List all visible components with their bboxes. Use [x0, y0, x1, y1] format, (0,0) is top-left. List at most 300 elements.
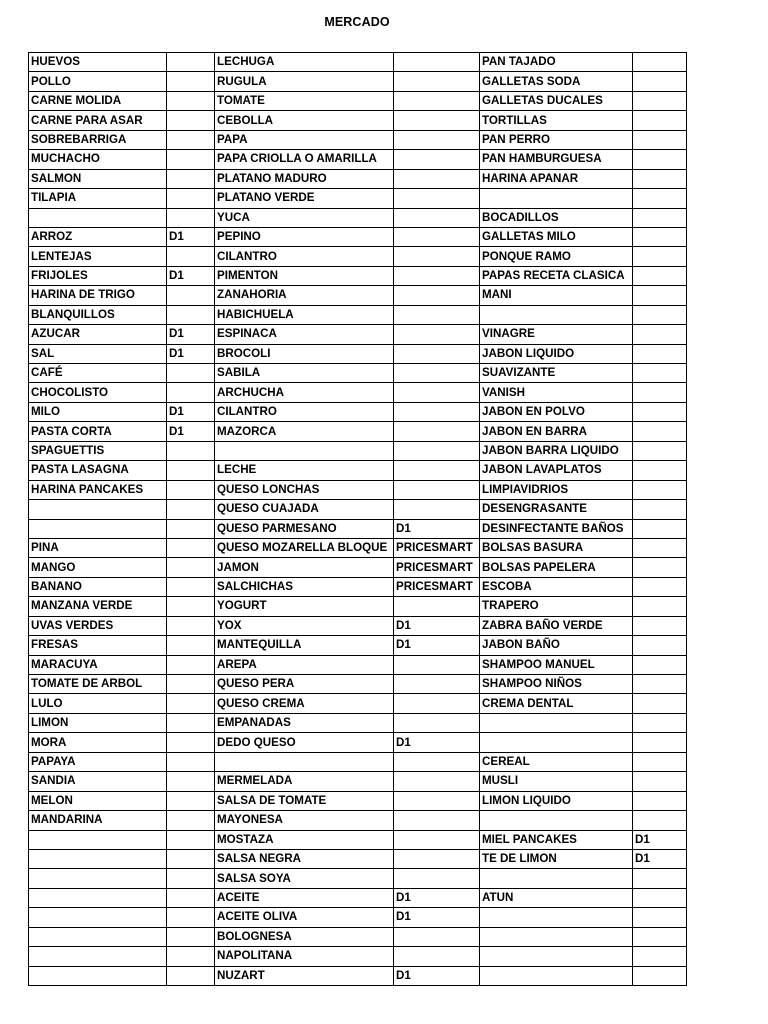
table-row	[29, 111, 687, 130]
item-cell: GALLETAS MILO	[480, 227, 633, 246]
store-cell	[633, 480, 687, 499]
shopping-list-table	[28, 52, 687, 986]
table-row	[29, 694, 687, 713]
store-cell	[394, 286, 480, 305]
store-cell: D1	[633, 830, 687, 849]
store-cell	[633, 53, 687, 72]
item-cell: SAL	[29, 344, 167, 363]
item-cell: NAPOLITANA	[215, 947, 394, 966]
store-cell	[633, 616, 687, 635]
table-row	[29, 966, 687, 985]
store-cell	[167, 830, 215, 849]
table-row	[29, 383, 687, 402]
store-cell	[633, 364, 687, 383]
item-cell: SABILA	[215, 364, 394, 383]
store-cell: D1	[394, 616, 480, 635]
store-cell	[633, 286, 687, 305]
item-cell: BOLSAS PAPELERA	[480, 558, 633, 577]
item-cell: MANDARINA	[29, 811, 167, 830]
item-cell: CILANTRO	[215, 247, 394, 266]
store-cell	[394, 305, 480, 324]
store-cell	[167, 72, 215, 91]
item-cell: SUAVIZANTE	[480, 364, 633, 383]
store-cell	[394, 247, 480, 266]
store-cell: D1	[394, 519, 480, 538]
store-cell: D1	[394, 966, 480, 985]
store-cell	[633, 227, 687, 246]
table-row	[29, 247, 687, 266]
store-cell	[167, 538, 215, 557]
store-cell	[167, 849, 215, 868]
store-cell	[394, 713, 480, 732]
item-cell: MOSTAZA	[215, 830, 394, 849]
item-cell	[29, 830, 167, 849]
store-cell	[394, 947, 480, 966]
item-cell	[29, 500, 167, 519]
store-cell	[394, 811, 480, 830]
item-cell: GALLETAS DUCALES	[480, 91, 633, 110]
item-cell: MARACUYA	[29, 655, 167, 674]
item-cell: JAMON	[215, 558, 394, 577]
item-cell: VINAGRE	[480, 325, 633, 344]
item-cell: SALSA NEGRA	[215, 849, 394, 868]
item-cell: QUESO PARMESANO	[215, 519, 394, 538]
item-cell: PASTA CORTA	[29, 422, 167, 441]
store-cell	[633, 519, 687, 538]
item-cell: YUCA	[215, 208, 394, 227]
item-cell: MAYONESA	[215, 811, 394, 830]
item-cell: PLATANO VERDE	[215, 189, 394, 208]
table-row	[29, 538, 687, 557]
store-cell	[167, 655, 215, 674]
store-cell	[633, 558, 687, 577]
item-cell: QUESO LONCHAS	[215, 480, 394, 499]
item-cell: QUESO MOZARELLA BLOQUE	[215, 538, 394, 557]
store-cell	[167, 713, 215, 732]
store-cell	[394, 441, 480, 460]
store-cell	[394, 189, 480, 208]
store-cell	[633, 383, 687, 402]
table-row	[29, 500, 687, 519]
item-cell	[29, 966, 167, 985]
store-cell	[167, 772, 215, 791]
store-cell	[167, 500, 215, 519]
store-cell	[633, 597, 687, 616]
store-cell	[633, 402, 687, 421]
table-row	[29, 208, 687, 227]
store-cell	[394, 130, 480, 149]
store-cell: D1	[167, 402, 215, 421]
store-cell	[167, 791, 215, 810]
page-title: MERCADO	[324, 15, 390, 29]
item-cell: PASTA LASAGNA	[29, 461, 167, 480]
store-cell	[394, 169, 480, 188]
store-cell	[633, 344, 687, 363]
item-cell: SALMON	[29, 169, 167, 188]
item-cell	[480, 927, 633, 946]
table-row	[29, 72, 687, 91]
item-cell	[480, 305, 633, 324]
table-row	[29, 150, 687, 169]
table-row	[29, 461, 687, 480]
item-cell: CAFÉ	[29, 364, 167, 383]
item-cell: ESPINACA	[215, 325, 394, 344]
store-cell	[633, 713, 687, 732]
store-cell	[633, 500, 687, 519]
item-cell: PEPINO	[215, 227, 394, 246]
item-cell: ARCHUCHA	[215, 383, 394, 402]
store-cell	[167, 752, 215, 771]
store-cell	[394, 849, 480, 868]
item-cell: HARINA DE TRIGO	[29, 286, 167, 305]
store-cell	[167, 169, 215, 188]
store-cell	[394, 227, 480, 246]
store-cell	[394, 480, 480, 499]
store-cell	[633, 927, 687, 946]
table-row	[29, 325, 687, 344]
store-cell: D1	[167, 422, 215, 441]
item-cell	[29, 927, 167, 946]
table-row	[29, 830, 687, 849]
store-cell	[167, 597, 215, 616]
item-cell: HUEVOS	[29, 53, 167, 72]
store-cell	[167, 286, 215, 305]
table-row	[29, 91, 687, 110]
shopping-list-body	[29, 53, 687, 986]
item-cell: MUCHACHO	[29, 150, 167, 169]
store-cell	[394, 91, 480, 110]
store-cell	[394, 500, 480, 519]
item-cell: LIMON LIQUIDO	[480, 791, 633, 810]
store-cell: D1	[167, 344, 215, 363]
item-cell: QUESO CREMA	[215, 694, 394, 713]
item-cell: HARINA PANCAKES	[29, 480, 167, 499]
store-cell	[167, 577, 215, 596]
item-cell: PAPAS RECETA CLASICA	[480, 266, 633, 285]
store-cell	[394, 422, 480, 441]
item-cell	[215, 752, 394, 771]
store-cell	[633, 636, 687, 655]
item-cell: YOX	[215, 616, 394, 635]
table-row	[29, 597, 687, 616]
store-cell	[167, 558, 215, 577]
item-cell: CARNE PARA ASAR	[29, 111, 167, 130]
item-cell: CARNE MOLIDA	[29, 91, 167, 110]
table-row	[29, 480, 687, 499]
item-cell: MANI	[480, 286, 633, 305]
store-cell	[167, 441, 215, 460]
item-cell: FRESAS	[29, 636, 167, 655]
store-cell	[167, 91, 215, 110]
store-cell: D1	[394, 636, 480, 655]
store-cell	[633, 538, 687, 557]
item-cell: AZUCAR	[29, 325, 167, 344]
item-cell: YOGURT	[215, 597, 394, 616]
item-cell: ESCOBA	[480, 577, 633, 596]
store-cell	[633, 91, 687, 110]
store-cell	[394, 869, 480, 888]
store-cell	[394, 72, 480, 91]
store-cell	[633, 111, 687, 130]
item-cell: SALCHICHAS	[215, 577, 394, 596]
table-row	[29, 908, 687, 927]
item-cell: UVAS VERDES	[29, 616, 167, 635]
store-cell	[167, 966, 215, 985]
item-cell	[29, 908, 167, 927]
table-row	[29, 189, 687, 208]
item-cell: MILO	[29, 402, 167, 421]
item-cell: ARROZ	[29, 227, 167, 246]
store-cell	[167, 888, 215, 907]
table-row	[29, 713, 687, 732]
store-cell	[167, 636, 215, 655]
store-cell	[633, 247, 687, 266]
store-cell	[394, 150, 480, 169]
store-cell	[394, 53, 480, 72]
store-cell	[167, 189, 215, 208]
store-cell	[167, 869, 215, 888]
table-row	[29, 558, 687, 577]
item-cell: MELON	[29, 791, 167, 810]
item-cell: ACEITE OLIVA	[215, 908, 394, 927]
item-cell: LIMON	[29, 713, 167, 732]
item-cell: MIEL PANCAKES	[480, 830, 633, 849]
store-cell	[394, 597, 480, 616]
store-cell: D1	[394, 733, 480, 752]
table-row	[29, 53, 687, 72]
item-cell: JABON LAVAPLATOS	[480, 461, 633, 480]
item-cell: PAN HAMBURGUESA	[480, 150, 633, 169]
item-cell	[480, 869, 633, 888]
item-cell: TOMATE	[215, 91, 394, 110]
store-cell	[394, 675, 480, 694]
store-cell	[394, 927, 480, 946]
table-row	[29, 130, 687, 149]
table-row	[29, 655, 687, 674]
table-row	[29, 402, 687, 421]
store-cell	[633, 461, 687, 480]
item-cell: ACEITE	[215, 888, 394, 907]
store-cell: D1	[167, 266, 215, 285]
item-cell: DESENGRASANTE	[480, 500, 633, 519]
store-cell	[633, 577, 687, 596]
item-cell	[215, 441, 394, 460]
item-cell: LENTEJAS	[29, 247, 167, 266]
item-cell: RUGULA	[215, 72, 394, 91]
item-cell: JABON BAÑO	[480, 636, 633, 655]
item-cell	[480, 908, 633, 927]
store-cell	[167, 364, 215, 383]
item-cell: CEBOLLA	[215, 111, 394, 130]
item-cell: SHAMPOO NIÑOS	[480, 675, 633, 694]
store-cell: PRICESMART	[394, 558, 480, 577]
store-cell	[633, 189, 687, 208]
table-row	[29, 811, 687, 830]
table-row	[29, 675, 687, 694]
store-cell	[633, 733, 687, 752]
item-cell: MANZANA VERDE	[29, 597, 167, 616]
item-cell	[29, 519, 167, 538]
store-cell	[394, 383, 480, 402]
store-cell	[394, 208, 480, 227]
store-cell: PRICESMART	[394, 538, 480, 557]
item-cell: BOLSAS BASURA	[480, 538, 633, 557]
item-cell: QUESO PERA	[215, 675, 394, 694]
item-cell: TORTILLAS	[480, 111, 633, 130]
item-cell	[29, 208, 167, 227]
store-cell	[633, 169, 687, 188]
store-cell	[167, 519, 215, 538]
item-cell	[480, 713, 633, 732]
item-cell: MANTEQUILLA	[215, 636, 394, 655]
store-cell: PRICESMART	[394, 577, 480, 596]
item-cell: BOCADILLOS	[480, 208, 633, 227]
store-cell	[167, 53, 215, 72]
table-row	[29, 947, 687, 966]
item-cell: EMPANADAS	[215, 713, 394, 732]
item-cell	[29, 869, 167, 888]
item-cell: LIMPIAVIDRIOS	[480, 480, 633, 499]
store-cell	[394, 655, 480, 674]
table-row	[29, 227, 687, 246]
store-cell	[394, 364, 480, 383]
item-cell: SALSA DE TOMATE	[215, 791, 394, 810]
item-cell: CEREAL	[480, 752, 633, 771]
store-cell	[633, 908, 687, 927]
item-cell	[480, 947, 633, 966]
store-cell	[633, 422, 687, 441]
store-cell	[394, 325, 480, 344]
item-cell	[480, 966, 633, 985]
table-row	[29, 616, 687, 635]
store-cell	[167, 616, 215, 635]
table-row	[29, 752, 687, 771]
item-cell	[29, 947, 167, 966]
item-cell: CHOCOLISTO	[29, 383, 167, 402]
item-cell: PIMENTON	[215, 266, 394, 285]
store-cell	[167, 733, 215, 752]
item-cell: BROCOLI	[215, 344, 394, 363]
table-row	[29, 169, 687, 188]
item-cell: LECHE	[215, 461, 394, 480]
store-cell	[633, 772, 687, 791]
store-cell	[394, 772, 480, 791]
store-cell	[633, 441, 687, 460]
item-cell: TE DE LIMON	[480, 849, 633, 868]
item-cell: LECHUGA	[215, 53, 394, 72]
store-cell	[394, 266, 480, 285]
item-cell: QUESO CUAJADA	[215, 500, 394, 519]
table-row	[29, 849, 687, 868]
table-row	[29, 422, 687, 441]
item-cell: NUZART	[215, 966, 394, 985]
item-cell	[29, 849, 167, 868]
item-cell: MAZORCA	[215, 422, 394, 441]
item-cell: CILANTRO	[215, 402, 394, 421]
item-cell: MANGO	[29, 558, 167, 577]
item-cell	[480, 811, 633, 830]
store-cell	[633, 694, 687, 713]
item-cell: JABON EN BARRA	[480, 422, 633, 441]
item-cell: PINA	[29, 538, 167, 557]
store-cell	[633, 947, 687, 966]
store-cell	[167, 675, 215, 694]
item-cell: MERMELADA	[215, 772, 394, 791]
store-cell	[633, 208, 687, 227]
store-cell	[394, 461, 480, 480]
item-cell: ZABRA BAÑO VERDE	[480, 616, 633, 635]
item-cell: PAN PERRO	[480, 130, 633, 149]
item-cell: CREMA DENTAL	[480, 694, 633, 713]
store-cell	[167, 305, 215, 324]
store-cell	[633, 305, 687, 324]
item-cell: HARINA APANAR	[480, 169, 633, 188]
item-cell: PLATANO MADURO	[215, 169, 394, 188]
table-row	[29, 733, 687, 752]
item-cell: FRIJOLES	[29, 266, 167, 285]
store-cell	[394, 694, 480, 713]
store-cell	[633, 811, 687, 830]
item-cell: DEDO QUESO	[215, 733, 394, 752]
table-row	[29, 286, 687, 305]
table-row	[29, 305, 687, 324]
store-cell	[167, 927, 215, 946]
store-cell: D1	[394, 908, 480, 927]
store-cell	[633, 752, 687, 771]
store-cell	[633, 791, 687, 810]
table-row	[29, 344, 687, 363]
store-cell	[394, 752, 480, 771]
table-row	[29, 266, 687, 285]
item-cell: SPAGUETTIS	[29, 441, 167, 460]
store-cell	[394, 791, 480, 810]
item-cell: BLANQUILLOS	[29, 305, 167, 324]
store-cell	[167, 811, 215, 830]
store-cell	[167, 111, 215, 130]
store-cell	[167, 461, 215, 480]
store-cell: D1	[633, 849, 687, 868]
store-cell	[633, 130, 687, 149]
item-cell: GALLETAS SODA	[480, 72, 633, 91]
store-cell	[633, 150, 687, 169]
item-cell	[480, 189, 633, 208]
store-cell	[167, 908, 215, 927]
item-cell: PAN TAJADO	[480, 53, 633, 72]
item-cell: PAPAYA	[29, 752, 167, 771]
item-cell: LULO	[29, 694, 167, 713]
store-cell	[633, 888, 687, 907]
store-cell	[633, 266, 687, 285]
item-cell: BANANO	[29, 577, 167, 596]
item-cell: PAPA	[215, 130, 394, 149]
store-cell	[167, 150, 215, 169]
store-cell	[633, 325, 687, 344]
table-row	[29, 927, 687, 946]
store-cell: D1	[167, 325, 215, 344]
item-cell: VANISH	[480, 383, 633, 402]
item-cell	[29, 888, 167, 907]
store-cell	[167, 694, 215, 713]
table-row	[29, 791, 687, 810]
store-cell: D1	[167, 227, 215, 246]
item-cell: MORA	[29, 733, 167, 752]
store-cell	[394, 402, 480, 421]
item-cell: JABON EN POLVO	[480, 402, 633, 421]
store-cell	[167, 383, 215, 402]
table-row	[29, 364, 687, 383]
table-row	[29, 577, 687, 596]
store-cell	[167, 130, 215, 149]
